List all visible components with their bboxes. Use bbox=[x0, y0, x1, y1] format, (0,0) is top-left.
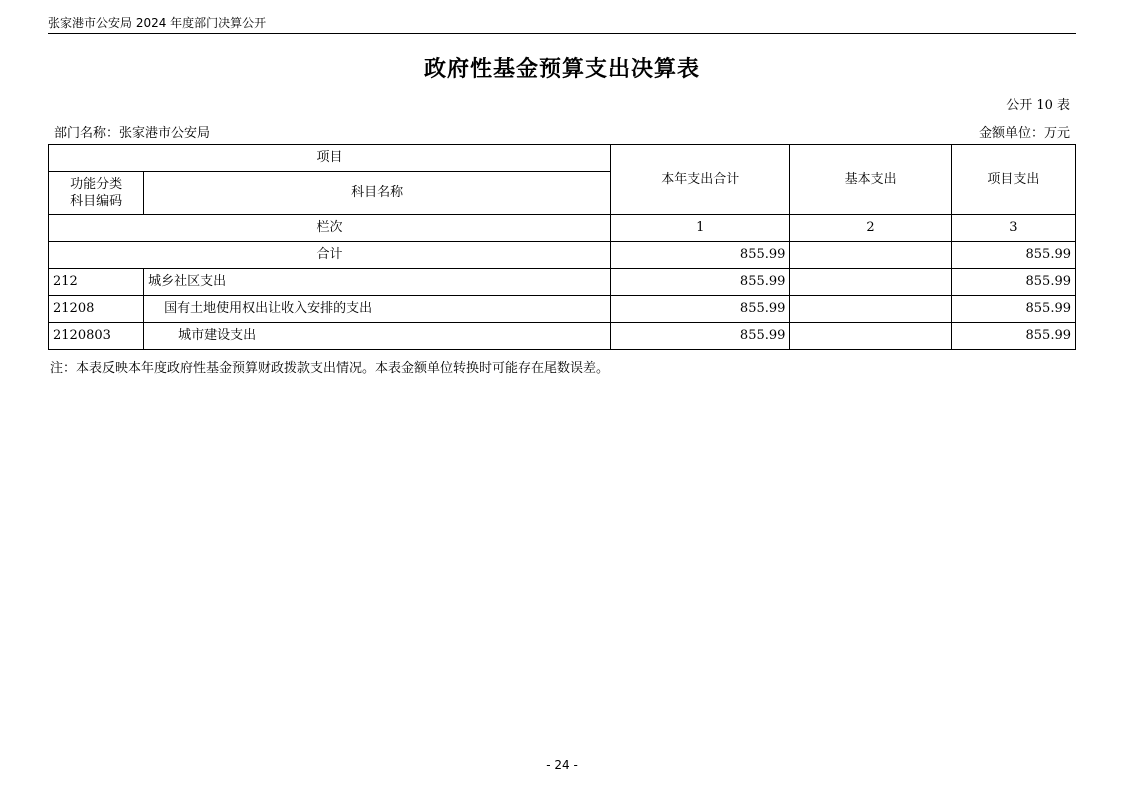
lanci-row bbox=[49, 215, 1076, 242]
department-name: 部门名称：张家港市公安局 bbox=[54, 126, 211, 141]
table-row bbox=[49, 323, 1076, 350]
lanci-3: 3 bbox=[951, 215, 1075, 242]
header-name: 科目名称 bbox=[144, 172, 611, 215]
lanci-1: 1 bbox=[611, 215, 790, 242]
row-basic bbox=[790, 296, 951, 323]
row-name: 城乡社区支出 bbox=[144, 269, 611, 296]
lanci-label: 栏次 bbox=[49, 215, 611, 242]
sum-row bbox=[49, 242, 1076, 269]
running-header: 张家港市公安局 2024 年度部门决算公开 bbox=[48, 16, 267, 30]
row-total: 855.99 bbox=[611, 323, 790, 350]
header-row-1 bbox=[49, 145, 1076, 172]
header-code-text: 功能分类 科目编码 bbox=[70, 177, 123, 209]
header-basic: 基本支出 bbox=[790, 145, 951, 215]
header-total: 本年支出合计 bbox=[611, 145, 790, 215]
row-name: 城市建设支出 bbox=[144, 323, 611, 350]
row-project: 855.99 bbox=[951, 323, 1075, 350]
row-code: 2120803 bbox=[49, 323, 144, 350]
page-title: 政府性基金预算支出决算表 bbox=[423, 57, 700, 82]
row-code: 212 bbox=[49, 269, 144, 296]
row-project: 855.99 bbox=[951, 269, 1075, 296]
row-code: 21208 bbox=[49, 296, 144, 323]
sum-label: 合计 bbox=[49, 242, 611, 269]
footnote: 注：本表反映本年度政府性基金预算财政拨款支出情况。本表金额单位转换时可能存在尾数误差。 bbox=[50, 361, 610, 376]
row-project: 855.99 bbox=[951, 296, 1075, 323]
table-row bbox=[49, 296, 1076, 323]
lanci-2: 2 bbox=[790, 215, 951, 242]
table-code: 公开 10 表 bbox=[1006, 98, 1070, 113]
header-item: 项目 bbox=[49, 145, 611, 172]
sum-basic bbox=[790, 242, 951, 269]
header-project: 项目支出 bbox=[951, 145, 1075, 215]
amount-unit: 金额单位：万元 bbox=[978, 126, 1070, 141]
expenditure-table bbox=[48, 144, 1076, 350]
header-rule bbox=[48, 33, 1076, 34]
row-total: 855.99 bbox=[611, 269, 790, 296]
header-code bbox=[49, 172, 144, 215]
sum-total: 855.99 bbox=[611, 242, 790, 269]
row-basic bbox=[790, 323, 951, 350]
table-row bbox=[49, 269, 1076, 296]
row-total: 855.99 bbox=[611, 296, 790, 323]
page-number: - 24 - bbox=[546, 758, 578, 772]
row-name: 国有土地使用权出让收入安排的支出 bbox=[144, 296, 611, 323]
row-basic bbox=[790, 269, 951, 296]
sum-project: 855.99 bbox=[951, 242, 1075, 269]
